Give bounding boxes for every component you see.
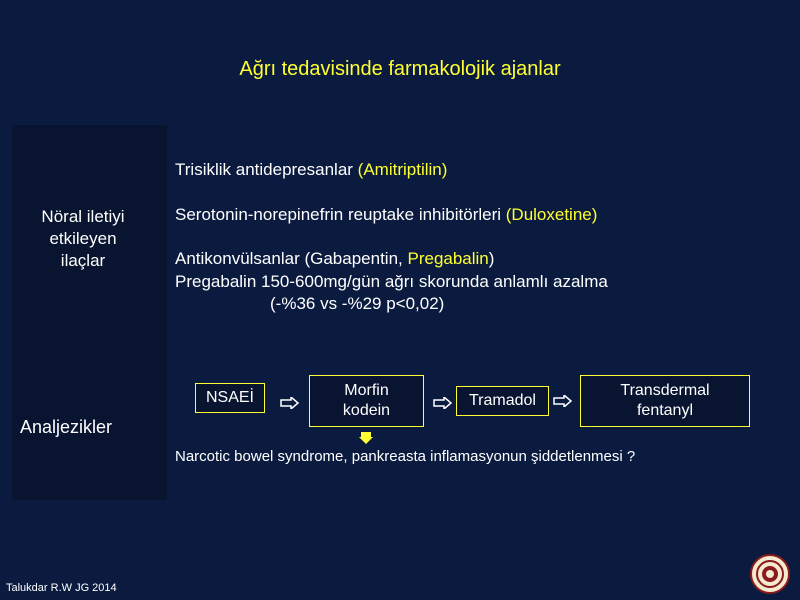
category-neural — [18, 206, 148, 272]
snri-drug: (Duloxetine) — [505, 205, 598, 224]
snri-text: Serotonin-norepinefrin reuptake inhibitörleri — [175, 205, 506, 224]
tramadol-box: Tramadol — [456, 386, 549, 416]
arrow-icon — [280, 397, 300, 409]
arrow-icon — [433, 397, 453, 409]
category-analgesics: Analjezikler — [20, 417, 113, 437]
tricyclic-line — [175, 160, 447, 180]
down-arrow-icon — [359, 432, 373, 444]
slide-title: Ağrı tedavisinde farmakolojik ajanlar — [239, 58, 561, 80]
snri-line — [175, 205, 597, 225]
fentanyl-box — [580, 375, 750, 427]
anticonvulsant-text: Antikonvülsanlar (Gabapentin, — [175, 249, 408, 268]
codeine-label: kodein — [342, 402, 391, 419]
anticonvulsant-line — [175, 249, 494, 269]
tricyclic-drug: (Amitriptilin) — [357, 160, 448, 179]
category-sidebar — [12, 125, 167, 500]
university-seal-icon — [750, 554, 790, 594]
morphine-label: Morfin — [344, 382, 389, 399]
tricyclic-text: Trisiklik antidepresanlar — [175, 160, 358, 179]
category-neural-line1: Nöral iletiyi — [41, 207, 125, 226]
category-neural-line2: etkileyen — [49, 229, 117, 248]
anticonvulsant-close: ) — [488, 249, 495, 268]
morphine-box — [309, 375, 424, 427]
anticonvulsant-drug: Pregabalin — [407, 249, 489, 268]
side-effect-note: Narcotic bowel syndrome, pankreasta inflamasyonun şiddetlenmesi ? — [175, 448, 636, 465]
pregabalin-result-line: Pregabalin 150-600mg/gün ağrı skorunda anlamlı azalma — [175, 272, 608, 291]
transdermal-label: Transdermal — [620, 382, 710, 399]
arrow-icon — [553, 395, 573, 407]
citation: Talukdar R.W JG 2014 — [6, 582, 117, 594]
category-neural-line3: ilaçlar — [60, 251, 106, 270]
fentanyl-label: fentanyl — [636, 402, 694, 419]
nsaid-box: NSAEİ — [195, 383, 265, 413]
pregabalin-stats-line: (-%36 vs -%29 p<0,02) — [270, 294, 445, 313]
